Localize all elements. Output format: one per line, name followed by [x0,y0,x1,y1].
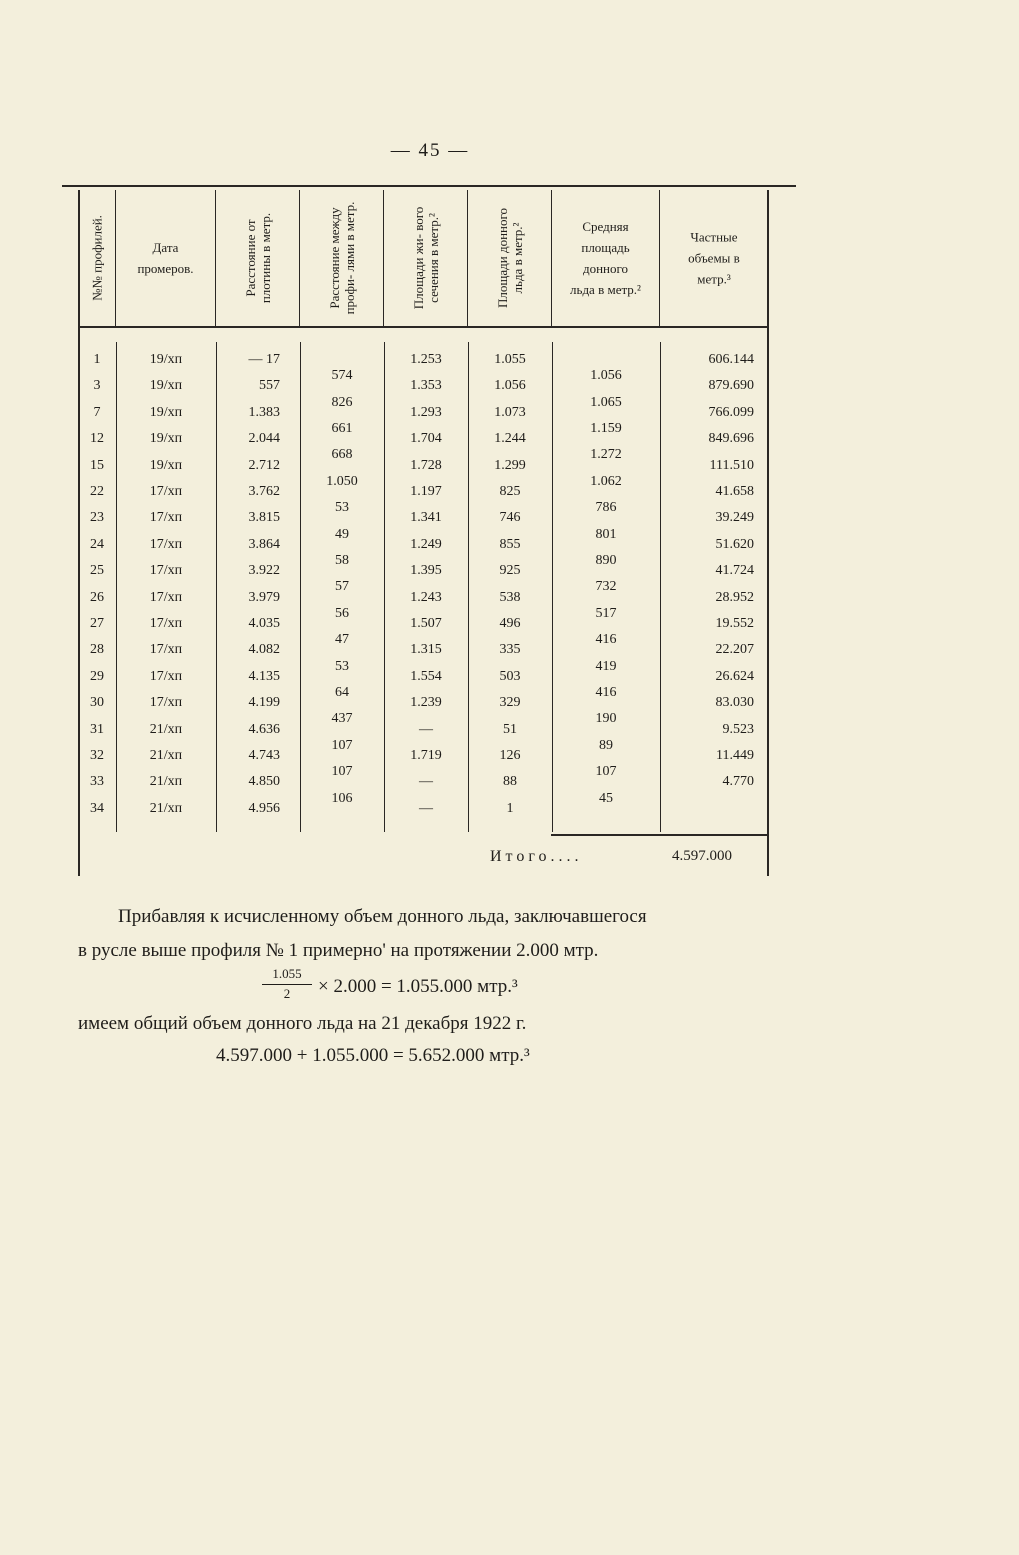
average-area: 801 [595,526,617,542]
row-live-section: 1.315 [410,642,442,658]
fraction-bar [262,984,312,985]
average-area: 1.272 [590,447,622,463]
row-bottom-ice: 855 [499,536,521,552]
average-area: 786 [595,500,617,516]
table-body [78,342,768,832]
row-number: 12 [90,431,104,447]
row-date: 17/хп [149,616,183,631]
row-volume: 22.207 [715,642,754,658]
row-volume: 41.724 [715,563,754,579]
interval-distance: 53 [335,500,349,516]
average-area: 45 [599,790,613,806]
row-live-section: 1.719 [410,748,442,763]
row-bottom-ice: 51 [503,721,517,737]
average-area: 190 [595,711,617,727]
row-volume: 9.523 [722,721,754,737]
interval-distance: 826 [331,394,353,410]
row-distance: 4.135 [248,668,280,684]
row-distance: 1.383 [248,404,280,420]
row-number: 33 [90,774,104,790]
row-volume: 11.449 [716,748,754,763]
interval-distance: 661 [331,421,353,436]
row-live-section: 1.249 [410,536,442,552]
row-number: 30 [90,695,104,711]
row-bottom-ice: 335 [499,642,521,658]
row-live-section: 1.728 [410,457,442,473]
row-live-section: — [419,721,433,737]
row-number: 24 [90,536,104,552]
interval-distance: 574 [331,368,353,384]
row-volume: 28.952 [715,589,754,605]
total-rule [551,834,767,836]
row-bottom-ice: 1.056 [494,378,526,394]
row-bottom-ice: 538 [499,589,521,605]
page-number: — 45 — [390,140,470,161]
row-distance: 2.712 [248,457,280,473]
row-date: 17/хп [149,563,183,579]
interval-distance: 57 [335,579,349,595]
row-number: 15 [90,457,104,473]
row-volume: 879.690 [708,378,754,394]
interval-distance: 107 [331,764,353,780]
row-date: 17/хп [149,695,183,711]
row-date: 17/хп [149,668,183,684]
row-bottom-ice: 746 [499,510,521,526]
average-area: 1.159 [590,421,622,436]
row-number: 25 [90,563,104,579]
average-area: 890 [595,553,617,568]
paragraph-line-3: имеем общий объем донного льда на 21 декабря 1922 г. [78,1013,527,1034]
row-number: 3 [93,378,101,394]
row-volume: 111.510 [709,457,754,473]
row-distance: — 17 [248,352,280,367]
average-area: 732 [595,579,617,595]
row-live-section: 1.507 [410,616,442,631]
header-distance: Расстояние от плотины в метр. [216,190,300,326]
row-date: 17/хп [149,510,183,526]
average-area: 416 [595,685,617,700]
row-bottom-ice: 126 [499,748,521,763]
formula-2: 4.597.000 + 1.055.000 = 5.652.000 мтр.³ [216,1045,530,1066]
header-average-area: Средняя площадь донного льда в метр.² [552,190,660,326]
row-distance: 3.864 [248,536,280,552]
row-date: 19/хп [149,457,183,473]
row-bottom-ice: 1 [506,800,514,816]
row-bottom-ice: 1.055 [494,352,526,367]
row-live-section: 1.253 [410,352,442,367]
average-area: 419 [595,658,617,674]
header-bottom-ice: Площади донного льда в метр.² [468,190,552,326]
total-value: 4.597.000 [672,848,732,864]
average-area: 1.056 [590,368,622,384]
header-profiles: №№ профилей. [78,190,116,326]
row-date: 19/хп [149,404,183,420]
average-area: 107 [595,764,617,780]
header-date: Дата промеров. [116,190,216,326]
row-number: 23 [90,510,104,526]
row-distance: 4.082 [248,642,280,658]
fraction-denominator: 2 [283,986,291,1001]
row-live-section: 1.341 [410,510,442,526]
average-area: 416 [595,632,617,648]
interval-distance: 668 [331,447,353,463]
header-interval: Расстояние между профи- лями в метр. [300,190,384,326]
row-live-section: — [419,774,433,790]
row-bottom-ice: 925 [499,563,521,579]
row-live-section: — [419,800,433,816]
formula-1: × 2.000 = 1.055.000 мтр.³ [318,976,518,997]
row-date: 17/хп [149,484,183,499]
row-bottom-ice: 1.073 [494,404,526,420]
row-number: 28 [90,642,104,658]
row-bottom-ice: 88 [503,774,517,790]
row-live-section: 1.239 [410,695,442,711]
row-volume: 606.144 [708,352,754,367]
row-distance: 4.743 [248,748,280,763]
row-bottom-ice: 1.299 [494,457,526,473]
interval-distance: 437 [331,711,353,727]
row-distance: 2.044 [248,431,280,447]
header-volumes: Частные объемы в метр.³ [688,229,740,287]
row-live-section: 1.293 [410,404,442,420]
interval-distance: 47 [335,632,349,648]
row-distance: 3.922 [248,563,280,579]
row-number: 27 [90,616,104,631]
row-date: 17/хп [149,642,183,658]
row-distance: 3.979 [248,589,280,605]
row-date: 19/хп [149,378,183,394]
interval-distance: 107 [331,737,353,753]
average-area: 517 [595,605,617,621]
interval-distance: 49 [335,526,349,542]
table-top-rule [62,185,796,187]
row-bottom-ice: 825 [499,484,521,499]
row-date: 17/хп [149,589,183,605]
row-live-section: 1.197 [410,484,442,499]
row-volume: 39.249 [715,510,754,526]
interval-distance: 106 [331,790,353,806]
row-live-section: 1.704 [410,431,442,447]
row-number: 29 [90,668,104,684]
interval-distance: 58 [335,553,349,568]
row-date: 19/хп [149,352,183,367]
row-bottom-ice: 1.244 [494,431,526,447]
row-bottom-ice: 496 [499,616,521,631]
row-distance: 3.815 [248,510,280,526]
header-live-section: Площади жи- вого сечения в метр.² [384,190,468,326]
row-distance: 4.035 [248,616,280,631]
row-live-section: 1.353 [410,378,442,394]
row-volume: 19.552 [715,616,754,631]
row-number: 1 [93,352,101,367]
row-bottom-ice: 329 [499,695,521,711]
row-volume: 83.030 [715,695,754,711]
row-number: 31 [90,721,104,737]
row-distance: 4.199 [248,695,280,711]
fraction-numerator: 1.055 [272,966,302,981]
paragraph-line-2: в русле выше профиля № 1 примерно' на протяжении 2.000 мтр. [78,940,599,961]
average-area: 89 [599,737,613,753]
average-area: 1.062 [590,473,622,489]
row-live-section: 1.395 [410,563,442,579]
row-number: 22 [90,484,104,499]
paragraph-line-1: Прибавляя к исчисленному объем донного льда, заключавшегося [118,906,647,927]
row-distance: 3.762 [248,484,280,499]
row-number: 32 [90,748,104,763]
row-volume: 26.624 [715,668,754,684]
average-area: 1.065 [590,394,622,410]
row-date: 21/хп [149,800,183,816]
row-distance: 4.956 [248,800,280,816]
row-volume: 849.696 [708,431,754,447]
table-header [78,190,768,328]
total-label: Итого.... [490,848,583,865]
row-date: 21/хп [149,774,183,790]
row-live-section: 1.554 [410,668,442,684]
row-volume: 766.099 [708,404,754,420]
row-bottom-ice: 503 [499,668,521,684]
row-volume: 41.658 [715,484,754,499]
interval-distance: 64 [335,685,349,700]
row-date: 19/хп [149,431,183,447]
row-date: 21/хп [149,748,183,763]
row-live-section: 1.243 [410,589,442,605]
row-number: 34 [90,800,104,816]
row-volume: 4.770 [722,774,754,790]
row-distance: 4.850 [248,774,280,790]
row-date: 17/хп [149,536,183,552]
row-number: 7 [93,404,101,420]
row-distance: 4.636 [248,721,280,737]
interval-distance: 56 [335,605,349,621]
row-volume: 51.620 [715,536,754,552]
row-date: 21/хп [149,721,183,737]
row-number: 26 [90,589,104,605]
interval-distance: 1.050 [326,473,358,489]
row-distance: 557 [259,378,280,394]
interval-distance: 53 [335,658,349,674]
